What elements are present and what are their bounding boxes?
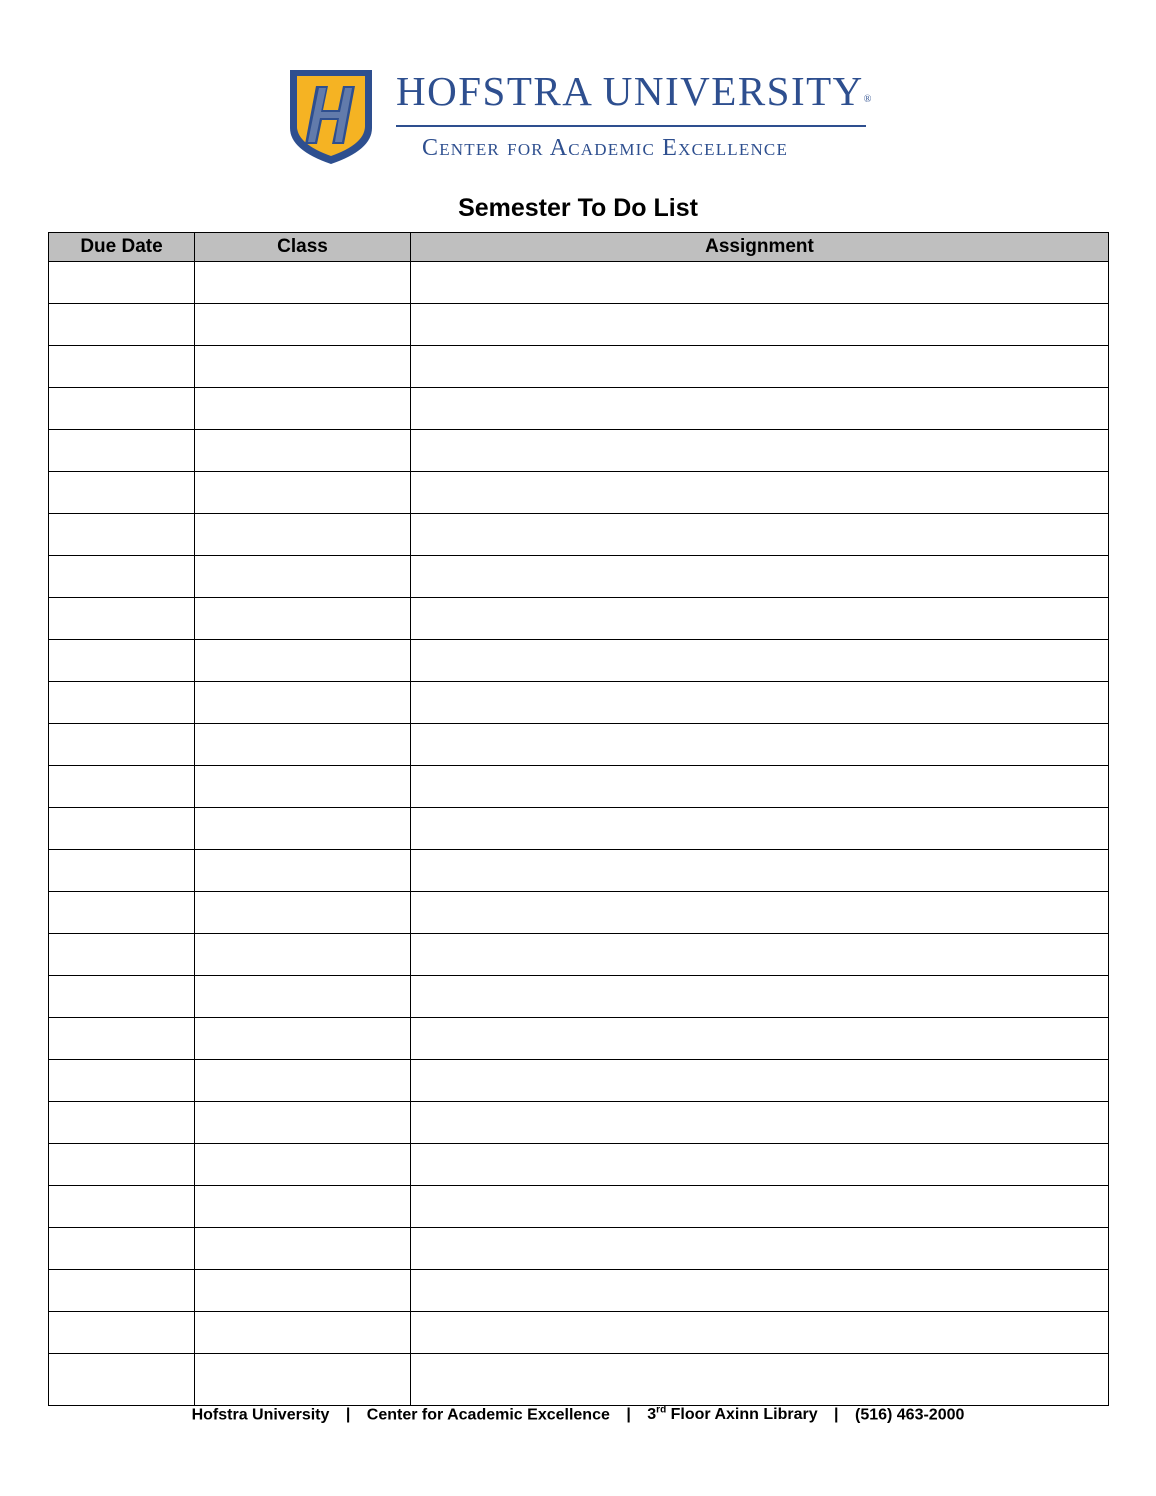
assignment-cell[interactable] — [411, 388, 1109, 430]
wordmark — [396, 66, 876, 165]
university-name: HOFSTRA UNIVERSITY® — [396, 68, 872, 114]
class-cell[interactable] — [195, 1144, 411, 1186]
due-date-cell[interactable] — [49, 934, 195, 976]
table-row — [49, 1228, 1109, 1270]
table-header-row — [49, 233, 1109, 262]
class-cell[interactable] — [195, 262, 411, 304]
class-cell[interactable] — [195, 1186, 411, 1228]
due-date-cell[interactable] — [49, 1354, 195, 1406]
registered-mark: ® — [863, 94, 872, 105]
table-row — [49, 262, 1109, 304]
class-cell[interactable] — [195, 1270, 411, 1312]
due-date-cell[interactable] — [49, 430, 195, 472]
table-row — [49, 598, 1109, 640]
footer — [0, 1405, 1156, 1424]
assignment-cell[interactable] — [411, 1186, 1109, 1228]
table-row — [49, 1312, 1109, 1354]
assignment-cell[interactable] — [411, 640, 1109, 682]
class-cell[interactable] — [195, 1312, 411, 1354]
due-date-cell[interactable] — [49, 682, 195, 724]
assignment-cell[interactable] — [411, 262, 1109, 304]
footer-location — [647, 1406, 817, 1423]
class-cell[interactable] — [195, 640, 411, 682]
class-cell[interactable] — [195, 1354, 411, 1406]
assignment-cell[interactable] — [411, 514, 1109, 556]
class-cell[interactable] — [195, 514, 411, 556]
due-date-cell[interactable] — [49, 808, 195, 850]
table-row — [49, 892, 1109, 934]
due-date-cell[interactable] — [49, 724, 195, 766]
assignment-cell[interactable] — [411, 1060, 1109, 1102]
table-row — [49, 556, 1109, 598]
due-date-cell[interactable] — [49, 598, 195, 640]
footer-separator: | — [834, 1406, 839, 1424]
assignment-cell[interactable] — [411, 556, 1109, 598]
due-date-cell[interactable] — [49, 1102, 195, 1144]
assignment-cell[interactable] — [411, 808, 1109, 850]
due-date-cell[interactable] — [49, 1186, 195, 1228]
assignment-cell[interactable] — [411, 766, 1109, 808]
assignment-cell[interactable] — [411, 934, 1109, 976]
column-header-due-date: Due Date — [49, 233, 195, 262]
table-row — [49, 850, 1109, 892]
table-row — [49, 1060, 1109, 1102]
class-cell[interactable] — [195, 1102, 411, 1144]
due-date-cell[interactable] — [49, 472, 195, 514]
assignment-cell[interactable] — [411, 1270, 1109, 1312]
due-date-cell[interactable] — [49, 892, 195, 934]
assignment-cell[interactable] — [411, 304, 1109, 346]
due-date-cell[interactable] — [49, 766, 195, 808]
assignment-cell[interactable] — [411, 850, 1109, 892]
table-body — [49, 262, 1109, 1406]
class-cell[interactable] — [195, 934, 411, 976]
class-cell[interactable] — [195, 346, 411, 388]
table-row — [49, 1018, 1109, 1060]
assignment-cell[interactable] — [411, 1228, 1109, 1270]
table-row — [49, 1186, 1109, 1228]
due-date-cell[interactable] — [49, 976, 195, 1018]
assignment-cell[interactable] — [411, 976, 1109, 1018]
table-row — [49, 1270, 1109, 1312]
class-cell[interactable] — [195, 682, 411, 724]
class-cell[interactable] — [195, 430, 411, 472]
due-date-cell[interactable] — [49, 346, 195, 388]
footer-floor-number: 3 — [647, 1406, 657, 1424]
table-row — [49, 346, 1109, 388]
table-row — [49, 304, 1109, 346]
column-header-assignment: Assignment — [411, 233, 1109, 262]
class-cell[interactable] — [195, 472, 411, 514]
footer-location-text: Floor Axinn Library — [666, 1406, 818, 1424]
due-date-cell[interactable] — [49, 1144, 195, 1186]
table-row — [49, 1102, 1109, 1144]
due-date-cell[interactable] — [49, 1018, 195, 1060]
assignment-cell[interactable] — [411, 430, 1109, 472]
table-row — [49, 472, 1109, 514]
class-cell[interactable] — [195, 556, 411, 598]
assignment-cell[interactable] — [411, 724, 1109, 766]
assignment-cell[interactable] — [411, 1102, 1109, 1144]
assignment-cell[interactable] — [411, 682, 1109, 724]
class-cell[interactable] — [195, 304, 411, 346]
table-row — [49, 682, 1109, 724]
due-date-cell[interactable] — [49, 262, 195, 304]
due-date-cell[interactable] — [49, 1060, 195, 1102]
footer-university: Hofstra University — [191, 1406, 330, 1424]
class-cell[interactable] — [195, 808, 411, 850]
wordmark-divider — [396, 125, 866, 127]
due-date-cell[interactable] — [49, 850, 195, 892]
due-date-cell[interactable] — [49, 388, 195, 430]
table-row — [49, 640, 1109, 682]
due-date-cell[interactable] — [49, 514, 195, 556]
table-row — [49, 766, 1109, 808]
due-date-cell[interactable] — [49, 304, 195, 346]
class-cell[interactable] — [195, 1228, 411, 1270]
assignment-cell[interactable] — [411, 1312, 1109, 1354]
table-row — [49, 1354, 1109, 1406]
class-cell[interactable] — [195, 850, 411, 892]
center-name: Center for Academic Excellence — [422, 135, 789, 161]
assignment-cell[interactable] — [411, 1144, 1109, 1186]
due-date-cell[interactable] — [49, 556, 195, 598]
class-cell[interactable] — [195, 598, 411, 640]
table-row — [49, 1144, 1109, 1186]
footer-separator: | — [626, 1406, 631, 1424]
assignment-cell[interactable] — [411, 1354, 1109, 1406]
assignment-cell[interactable] — [411, 598, 1109, 640]
table-row — [49, 514, 1109, 556]
due-date-cell[interactable] — [49, 640, 195, 682]
table-row — [49, 724, 1109, 766]
class-cell[interactable] — [195, 1018, 411, 1060]
footer-center: Center for Academic Excellence — [366, 1406, 610, 1424]
assignment-cell[interactable] — [411, 472, 1109, 514]
class-cell[interactable] — [195, 976, 411, 1018]
due-date-cell[interactable] — [49, 1228, 195, 1270]
todo-table — [48, 232, 1109, 1406]
logo — [286, 66, 886, 170]
column-header-class: Class — [195, 233, 411, 262]
footer-floor-suffix: rd — [656, 1405, 667, 1416]
table-row — [49, 934, 1109, 976]
assignment-cell[interactable] — [411, 892, 1109, 934]
table-row — [49, 976, 1109, 1018]
table-row — [49, 808, 1109, 850]
due-date-cell[interactable] — [49, 1270, 195, 1312]
assignment-cell[interactable] — [411, 346, 1109, 388]
hofstra-shield-logo — [286, 66, 376, 166]
due-date-cell[interactable] — [49, 1312, 195, 1354]
table-row — [49, 388, 1109, 430]
class-cell[interactable] — [195, 766, 411, 808]
class-cell[interactable] — [195, 1060, 411, 1102]
class-cell[interactable] — [195, 724, 411, 766]
class-cell[interactable] — [195, 892, 411, 934]
footer-phone: (516) 463-2000 — [854, 1406, 965, 1424]
page-title: Semester To Do List — [458, 194, 698, 222]
table-row — [49, 430, 1109, 472]
assignment-cell[interactable] — [411, 1018, 1109, 1060]
class-cell[interactable] — [195, 388, 411, 430]
footer-separator: | — [345, 1406, 351, 1424]
